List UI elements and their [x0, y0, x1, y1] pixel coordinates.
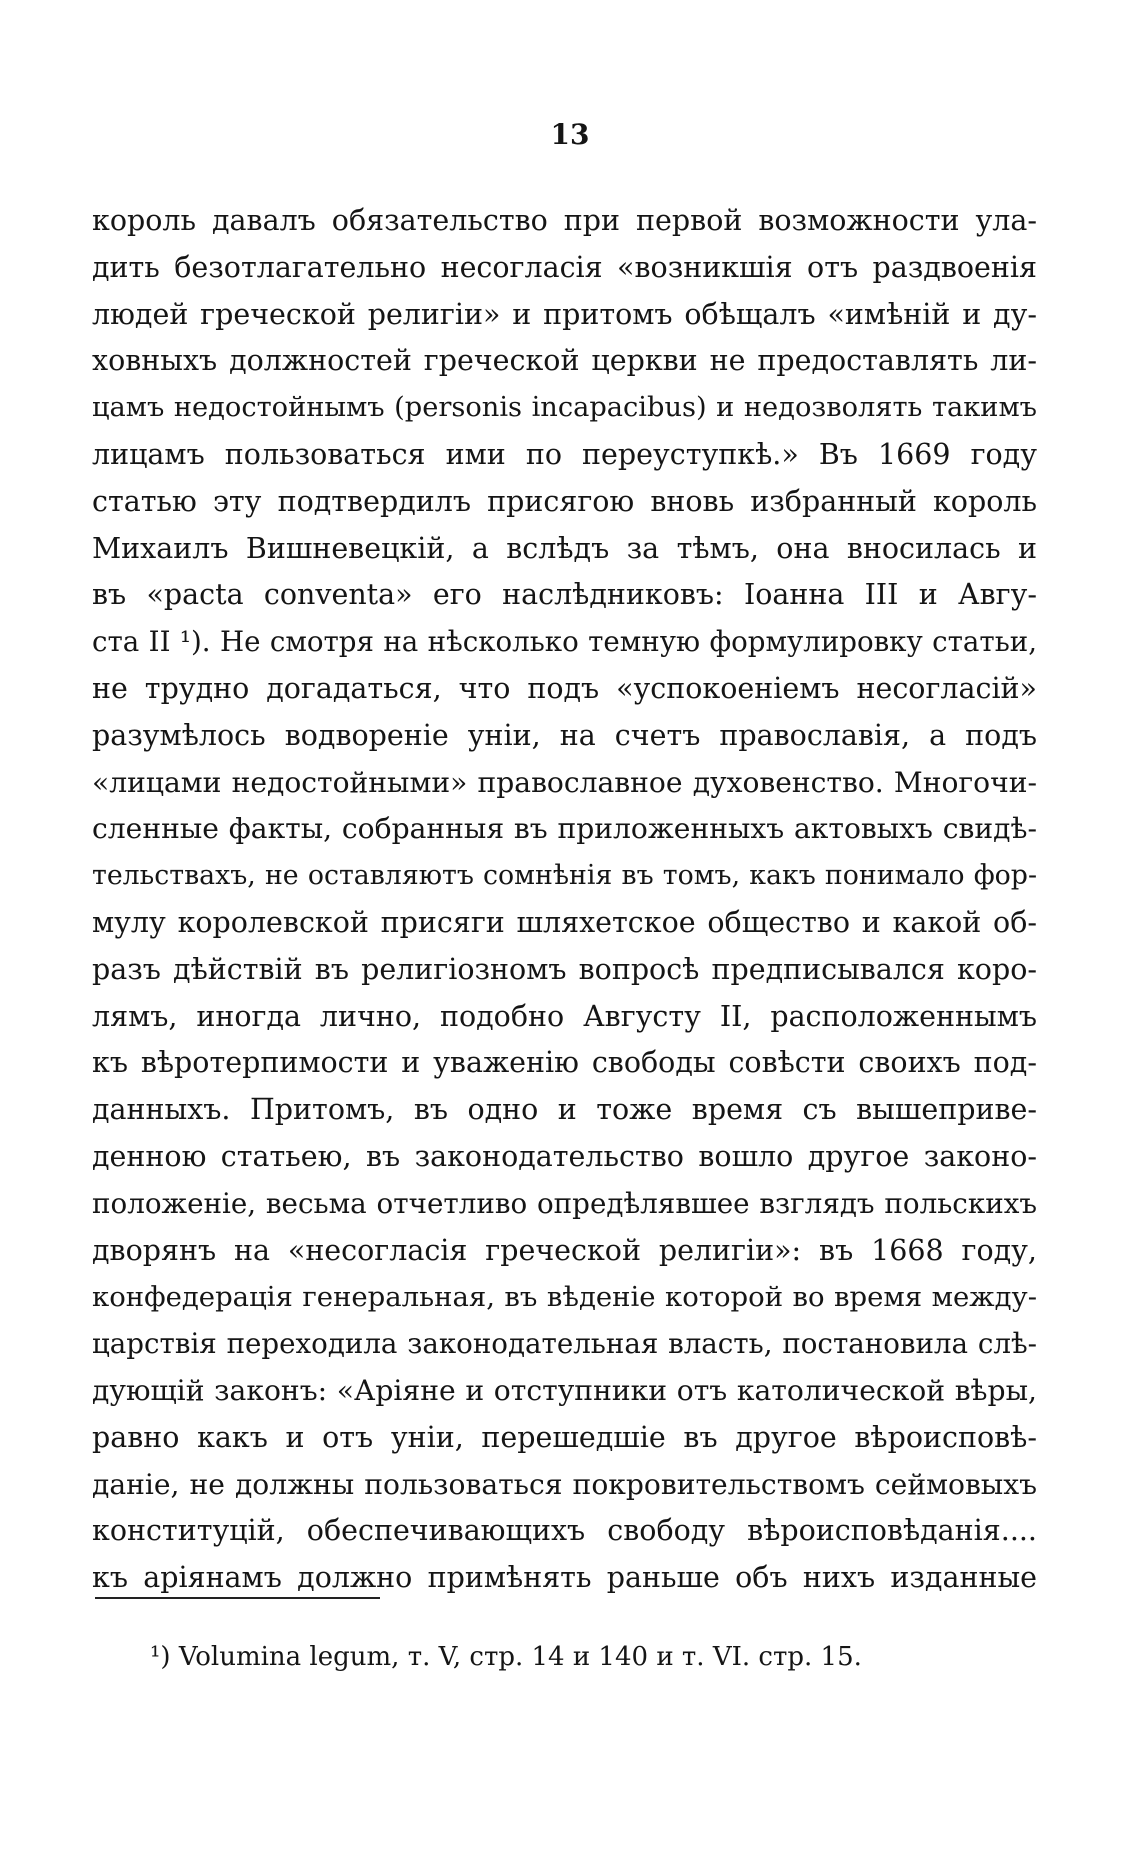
text-line: ховныхъ должностей греческой церкви не предоставлять ли-	[92, 344, 1037, 378]
footnote-divider	[95, 1597, 380, 1599]
text-line: положеніе, весьма отчетливо опредѣлявшее взглядъ польскихъ	[92, 1186, 1037, 1220]
footnote-marker: ¹)	[150, 1642, 171, 1672]
text-line: мулу королевской присяги шляхетское общество и какой об-	[92, 905, 1037, 939]
text-line: лямъ, иногда лично, подобно Августу II, расположеннымъ	[92, 999, 1037, 1033]
footnote-text: Volumina legum, т. V, стр. 14 и 140 и т. VI. стр. 15.	[178, 1642, 862, 1672]
text-line: въ «pacta conventa» его наслѣдниковъ: Іоанна III и Авгу-	[92, 578, 1037, 612]
text-line: царствія переходила законодательная власть, постановила слѣ-	[92, 1327, 1037, 1361]
text-line: равно какъ и отъ уніи, перешедшіе въ другое вѣроисповѣ-	[92, 1420, 1037, 1454]
text-line: разъ дѣйствій въ религіозномъ вопросѣ предписывался коро-	[92, 952, 1037, 986]
body-text	[92, 198, 1037, 1602]
text-line: къ вѣротерпимости и уваженію свободы совѣсти своихъ под-	[92, 1046, 1037, 1080]
page-number: 13	[550, 118, 590, 151]
text-line: «лицами недостойными» православное духовенство. Многочи-	[92, 765, 1037, 799]
text-line: конституцій, обеспечивающихъ свободу вѣроисповѣданія....	[92, 1514, 1037, 1548]
text-line: ста II ¹). Не смотря на нѣсколько темную формулировку статьи,	[92, 625, 1037, 659]
text-line: король давалъ обязательство при первой возможности ула-	[92, 204, 1037, 237]
text-line: данныхъ. Притомъ, въ одно и тоже время съ вышеприве-	[92, 1093, 1037, 1127]
text-line: не трудно догадаться, что подъ «успокоеніемъ несогласій»	[92, 671, 1037, 705]
text-line: разумѣлось водвореніе уніи, на счетъ православія, а подъ	[92, 718, 1037, 752]
text-line: даніе, не должны пользоваться покровительствомъ сеймовыхъ	[92, 1467, 1037, 1501]
text-line: денною статьею, въ законодательство вошло другое законо-	[92, 1139, 1037, 1173]
text-line: цамъ недостойнымъ (personis incapacibus) и недозволять такимъ	[92, 392, 1037, 424]
text-line: лицамъ пользоваться ими по переуступкѣ.» Въ 1669 году	[92, 437, 1037, 471]
text-line: дующій законъ: «Аріяне и отступники отъ католической вѣры,	[92, 1373, 1037, 1407]
text-line: людей греческой религіи» и притомъ обѣщалъ «имѣній и ду-	[92, 297, 1037, 331]
footnote	[150, 1642, 862, 1672]
text-line: тельствахъ, не оставляютъ сомнѣнія въ томъ, какъ понимало фор-	[92, 860, 1037, 892]
text-line: дворянъ на «несогласія греческой религіи»: въ 1668 году,	[92, 1233, 1037, 1267]
text-line: конфедерація генеральная, въ вѣденіе которой во время между-	[92, 1281, 1037, 1314]
text-line: статью эту подтвердилъ присягою вновь избранный король	[92, 484, 1037, 518]
text-line: дить безотлагательно несогласія «возникшія отъ раздвоенія	[92, 250, 1037, 284]
text-line: къ аріянамъ должно примѣнять раньше объ нихъ изданные	[92, 1561, 1037, 1595]
text-line: Михаилъ Вишневецкій, а вслѣдъ за тѣмъ, она вносилась и	[92, 531, 1037, 565]
text-line: сленные факты, собранныя въ приложенныхъ актовыхъ свидѣ-	[92, 812, 1037, 846]
